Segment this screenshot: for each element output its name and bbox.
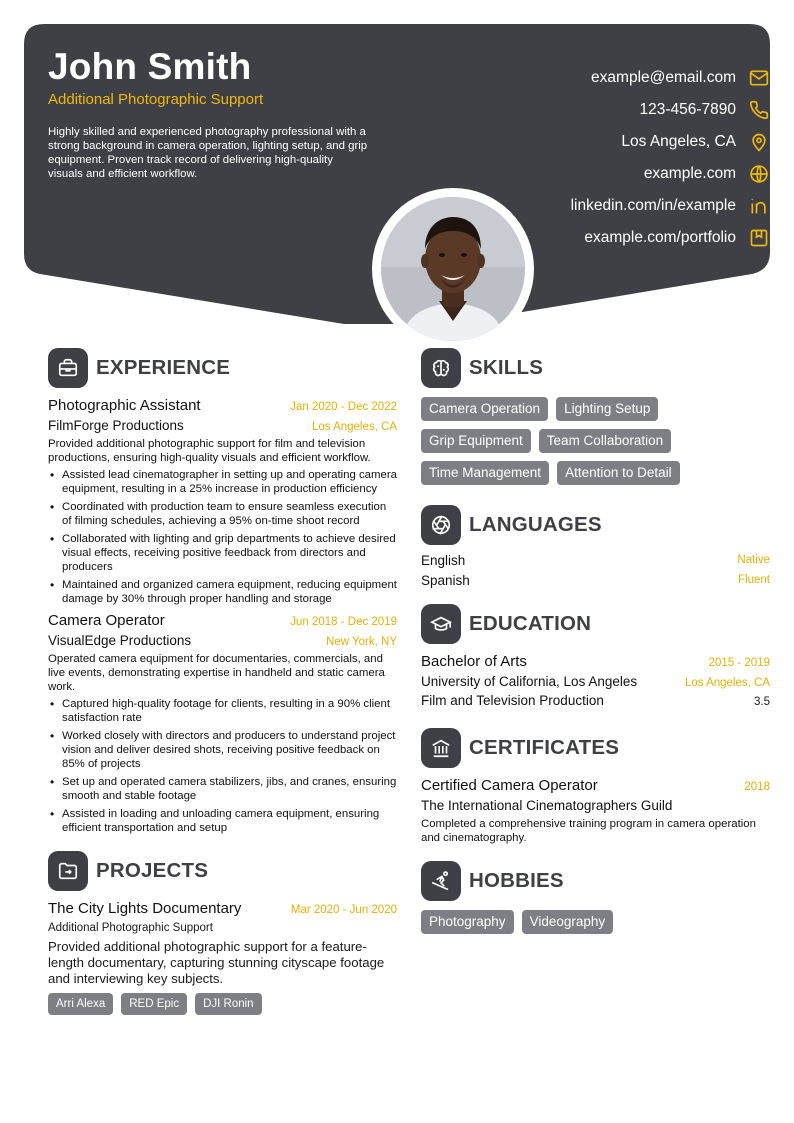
experience-item — [48, 397, 397, 606]
certificates-section-header — [421, 728, 770, 768]
language-name: English — [421, 552, 466, 568]
portfolio-icon — [748, 227, 770, 249]
hobby-tag: Photography — [421, 910, 514, 934]
contact-phone[interactable] — [410, 94, 770, 126]
experience-item — [48, 612, 397, 835]
certificate-item — [421, 777, 770, 845]
globe-icon — [748, 163, 770, 185]
contact-website[interactable] — [410, 158, 770, 190]
institution-icon — [421, 728, 461, 768]
project-tag: Arri Alexa — [48, 993, 113, 1015]
job-bullet: • Maintained and organized camera equipment, reducing equipment damage by 30% through proper handling and storage — [48, 578, 397, 606]
language-item — [421, 570, 770, 590]
language-level: Native — [737, 554, 770, 566]
education-location: Los Angeles, CA — [684, 677, 770, 689]
job-title: Photographic Assistant — [48, 397, 201, 414]
job-bullet: • Set up and operated camera stabilizers, jibs, and cranes, ensuring smooth and stable footage — [48, 775, 397, 803]
hobbies-section-header — [421, 861, 770, 901]
project-role: Additional Photographic Support — [48, 922, 213, 934]
skill-tag: Grip Equipment — [421, 429, 531, 453]
contact-email-text[interactable]: example@email.com — [591, 69, 736, 86]
language-item — [421, 550, 770, 570]
job-description: Provided additional photographic support for film and television productions, ensuring high-quality visuals and efficient workflow. — [48, 438, 371, 464]
linkedin-icon — [748, 195, 770, 217]
candidate-title: Additional Photographic Support — [48, 91, 264, 108]
hobbies-heading: HOBBIES — [469, 869, 564, 892]
skills-tags — [421, 397, 721, 493]
projects-heading: PROJECTS — [96, 859, 209, 882]
contact-location — [410, 126, 770, 158]
project-tags — [48, 993, 397, 1015]
job-dates: Jan 2020 - Dec 2022 — [290, 401, 397, 413]
contact-location-text: Los Angeles, CA — [621, 133, 736, 150]
left-column — [48, 348, 397, 1015]
profile-summary: Highly skilled and experienced photography professional with a strong background in camera operation, lighting setup, and grip equipment. Proven track record of delivering high-quality visuals and efficient workflow. — [48, 126, 368, 180]
job-bullet: • Assisted lead cinematographer in setting up and operating camera equipment, resulting in a 25% increase in production efficiency — [48, 468, 397, 496]
certificate-year: 2018 — [744, 781, 770, 793]
job-dates: Jun 2018 - Dec 2019 — [290, 616, 397, 628]
gpa: 3.5 — [754, 696, 770, 708]
candidate-name: John Smith — [48, 46, 252, 87]
contact-website-text[interactable]: example.com — [643, 165, 736, 182]
location-icon — [748, 131, 770, 153]
languages-section-header — [421, 505, 770, 545]
job-bullet: • Worked closely with directors and producers to understand project vision and deliver desired shots, receiving positive feedback on 85% of projects — [48, 729, 397, 771]
education-item — [421, 653, 770, 708]
job-title: Camera Operator — [48, 612, 165, 629]
briefcase-icon — [48, 348, 88, 388]
certificate-description: Completed a comprehensive training program in camera operation and cinematography. — [421, 818, 756, 844]
hobbies-tags — [421, 910, 770, 942]
experience-heading: EXPERIENCE — [96, 356, 231, 379]
degree: Bachelor of Arts — [421, 653, 527, 670]
certificates-heading: CERTIFICATES — [469, 736, 620, 759]
skill-tag: Time Management — [421, 461, 549, 485]
project-tag: DJI Ronin — [195, 993, 262, 1015]
skills-section-header — [421, 348, 770, 388]
languages-list — [421, 550, 770, 590]
skill-tag: Attention to Detail — [557, 461, 680, 485]
field-of-study: Film and Television Production — [421, 693, 604, 708]
job-location: Los Angeles, CA — [311, 421, 397, 433]
brain-icon — [421, 348, 461, 388]
education-heading: EDUCATION — [469, 612, 592, 635]
project-dates: Mar 2020 - Jun 2020 — [290, 904, 397, 916]
job-bullet: • Assisted in loading and unloading camera equipment, ensuring efficient transportation and setup — [48, 807, 397, 835]
job-bullet: • Collaborated with lighting and grip departments to achieve desired visual effects, receiving positive feedback from directors and producers — [48, 532, 397, 574]
graduation-cap-icon — [421, 604, 461, 644]
languages-heading: LANGUAGES — [469, 513, 602, 536]
job-bullets — [48, 468, 397, 606]
certificate-name: Certified Camera Operator — [421, 777, 598, 794]
right-column — [421, 348, 770, 942]
job-description: Operated camera equipment for documentaries, commercials, and live events, demonstrating expertise in handheld and static camera work. — [48, 653, 385, 693]
skill-tag: Camera Operation — [421, 397, 548, 421]
experience-section-header — [48, 348, 397, 388]
skills-heading: SKILLS — [469, 356, 544, 379]
skiing-icon — [421, 861, 461, 901]
folder-icon — [48, 851, 88, 891]
job-company: VisualEdge Productions — [48, 633, 192, 648]
project-title: The City Lights Documentary — [48, 900, 242, 917]
contact-portfolio-text[interactable]: example.com/portfolio — [584, 229, 736, 246]
certificate-issuer: The International Cinematographers Guild — [421, 798, 673, 813]
job-location: New York, NY — [326, 636, 397, 648]
job-bullet: • Coordinated with production team to ensure seamless execution of filming schedules, achieving a 95% on-time shoot record — [48, 500, 397, 528]
contact-linkedin-text[interactable]: linkedin.com/in/example — [570, 197, 736, 214]
language-name: Spanish — [421, 572, 470, 588]
avatar — [381, 197, 525, 341]
school: University of California, Los Angeles — [421, 674, 638, 689]
hobby-tag: Videography — [522, 910, 614, 934]
education-section-header — [421, 604, 770, 644]
skill-tag: Lighting Setup — [556, 397, 658, 421]
job-company: FilmForge Productions — [48, 418, 184, 433]
phone-icon — [748, 99, 770, 121]
contact-phone-text[interactable]: 123-456-7890 — [639, 101, 736, 118]
project-item — [48, 900, 397, 1015]
education-dates: 2015 - 2019 — [708, 657, 770, 669]
projects-section-header — [48, 851, 397, 891]
skill-tag: Team Collaboration — [539, 429, 671, 453]
contact-email[interactable] — [410, 62, 770, 94]
job-bullet: • Captured high-quality footage for clients, resulting in a 90% client satisfaction rate — [48, 697, 397, 725]
project-description: Provided additional photographic support for a feature-length documentary, capturing stunning cityscape footage and interviewing key subjects. — [48, 939, 385, 986]
language-level: Fluent — [738, 574, 770, 586]
aperture-icon — [421, 505, 461, 545]
job-bullets — [48, 697, 397, 835]
project-tag: RED Epic — [121, 993, 187, 1015]
email-icon — [748, 67, 770, 89]
